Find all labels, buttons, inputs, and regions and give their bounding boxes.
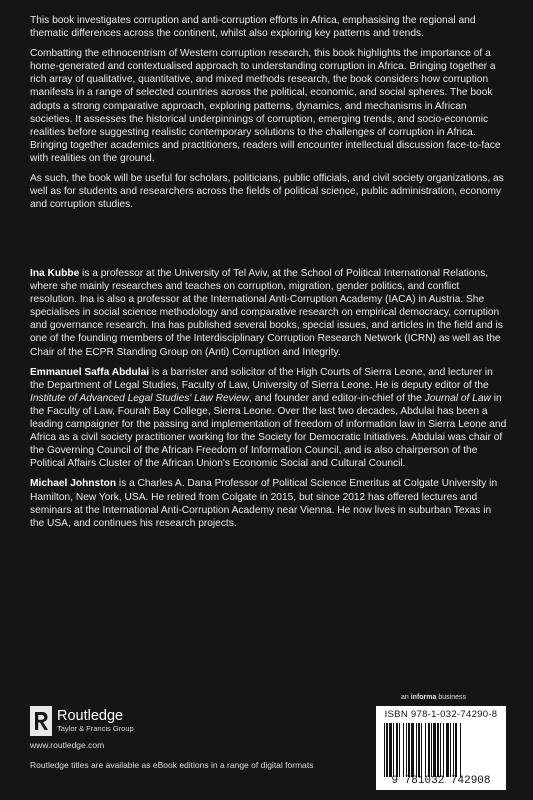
bio-abdulai-text-1: is a barrister and solicitor of the High Courts of Sierra Leone, and lecturer in the Department of Legal Studies, Faculty of Law, University of Sierra Leone. He is deputy editor of the xyxy=(30,366,493,391)
barcode-bar xyxy=(431,723,432,777)
barcode-bar xyxy=(455,723,457,777)
barcode-bar xyxy=(403,723,404,777)
barcode-bar xyxy=(450,723,451,777)
bio-abdulai-text-3: in the Faculty of Law, Fourah Bay College, Sierra Leone. Over the last two decades, Abdulai has been a leading campaigner for the passing and implementation of freedom of information law in Sierra Leone and Africa as a civil society practitioner working for the Society for Democratic Initiatives. Abdulai was chair of the Governing Council of the African Freedom of Information Council, and is also chairperson of the Political Affairs Cluster of the African Union's Economic Social and Cultural Council. xyxy=(30,392,507,470)
bio-johnston-text: is a Charles A. Dana Professor of Political Science Emeritus at Colgate University in Hamilton, New York, USA. He retired from Colgate in 2015, but since 2012 has offered lectures and seminars at the International Anti-Corruption Academy near Vienna. He now lives in suburban Texas in the USA, and continues his research projects. xyxy=(30,478,498,529)
back-cover-blurb xyxy=(30,14,508,218)
isbn-barcode xyxy=(376,706,506,790)
publisher-name: Routledge xyxy=(57,707,124,724)
isbn-number: ISBN 978-1-032-74290-8 xyxy=(384,709,498,720)
barcode-bar xyxy=(460,723,461,777)
barcode-bar xyxy=(418,723,420,777)
barcode-bar xyxy=(384,723,385,777)
barcode-digits: 9 781032 742908 xyxy=(391,775,491,787)
bio-kubbe-text: is a professor at the University of Tel Aviv, at the School of Political International Relations, where she mainly researches and teaches on corruption, migration, gender politics, and conflict resolution. Ina is also a professor at the International Anti-Corruption Academy (IACA) in Austria. She specialises in social science methodology and comparative research on empirical democracy, corruption and governance research. Ina has published several books, special issues, and articles in the field and is one of the founding members of the Interdisciplinary Corruption Research Network (ICRN) as well as the Chair of the ECPR Standing Group on (Anti) Corruption and Integrity. xyxy=(30,268,503,358)
barcode-bar xyxy=(453,723,454,777)
blurb-paragraph-1: This book investigates corruption and anti-corruption efforts in Africa, emphasising the regional and thematic differences across the continent, whilst also exploring key patterns and trends. xyxy=(30,15,476,40)
informa-prefix: an xyxy=(401,694,411,701)
barcode-bar xyxy=(399,723,400,777)
bio-kubbe-name: Ina Kubbe xyxy=(30,268,80,279)
bio-abdulai-text-2: , and founder and editor-in-chief of the xyxy=(249,392,425,404)
barcode-bar xyxy=(408,723,410,777)
barcode-bar xyxy=(428,723,430,777)
barcode-bar xyxy=(411,723,414,777)
informa-suffix: business xyxy=(436,694,466,701)
barcode-bar xyxy=(396,723,398,777)
publisher-logo xyxy=(30,706,134,736)
barcode-bar xyxy=(443,723,444,777)
blurb-paragraph-3: As such, the book will be useful for scholars, politicians, public officials, and civil society organizations, as well as for students and researchers across the fields of political science, public administration, economy and corruption studies. xyxy=(30,173,504,211)
publisher-text xyxy=(57,709,134,734)
author-bios xyxy=(30,267,508,537)
bio-johnston xyxy=(30,477,508,529)
bio-abdulai xyxy=(30,366,508,471)
barcode-bar xyxy=(416,723,417,777)
barcode-bar xyxy=(421,723,422,777)
barcode-bar xyxy=(386,723,388,777)
barcode-bar xyxy=(446,723,449,777)
informa-business-tag xyxy=(401,694,466,701)
blurb-paragraph-2: Combatting the ethnocentrism of Western corruption research, this book highlights the importance of a home-generated and contextualised approach to understanding corruption in Africa. Bringing together a rich array of qualitative, quantitative, and mixed methods research, the book considers how corruption manifests in a range of selected countries across the political, economic, and social spheres. The book adopts a strong comparative approach, exploring patterns, dynamics, and mechanisms in African societies. It assesses the historical underpinnings of corruption, emerging trends, and socio-economic realities before suggesting realistic contemporary solutions to the challenges of corruption in Africa. Bringing together academics and practitioners, readers will encounter intellectual discussion face-to-face with realities on the ground. xyxy=(30,48,501,164)
ebook-formats-note: Routledge titles are available as eBook editions in a range of digital formats xyxy=(30,760,314,770)
bio-abdulai-name: Emmanuel Saffa Abdulai xyxy=(30,366,150,378)
barcode-bar xyxy=(437,723,439,777)
bio-abdulai-journal-1: Institute of Advanced Legal Studies' Law Review xyxy=(30,392,250,404)
publisher-website: www.routledge.com xyxy=(30,740,105,750)
barcode-bar xyxy=(406,723,407,777)
barcode-bars xyxy=(382,723,500,777)
routledge-r-icon xyxy=(30,706,52,736)
barcode-bar xyxy=(433,723,436,777)
bio-abdulai-journal-2: Journal of Law xyxy=(424,392,491,404)
barcode-bar xyxy=(425,723,426,777)
barcode-bar xyxy=(440,723,441,777)
bio-kubbe xyxy=(30,267,508,359)
barcode-bar xyxy=(389,723,392,777)
barcode-bar xyxy=(393,723,394,777)
informa-brand: informa xyxy=(410,694,437,701)
publisher-subtitle: Taylor & Francis Group xyxy=(57,723,134,733)
bio-johnston-name: Michael Johnston xyxy=(30,478,117,490)
